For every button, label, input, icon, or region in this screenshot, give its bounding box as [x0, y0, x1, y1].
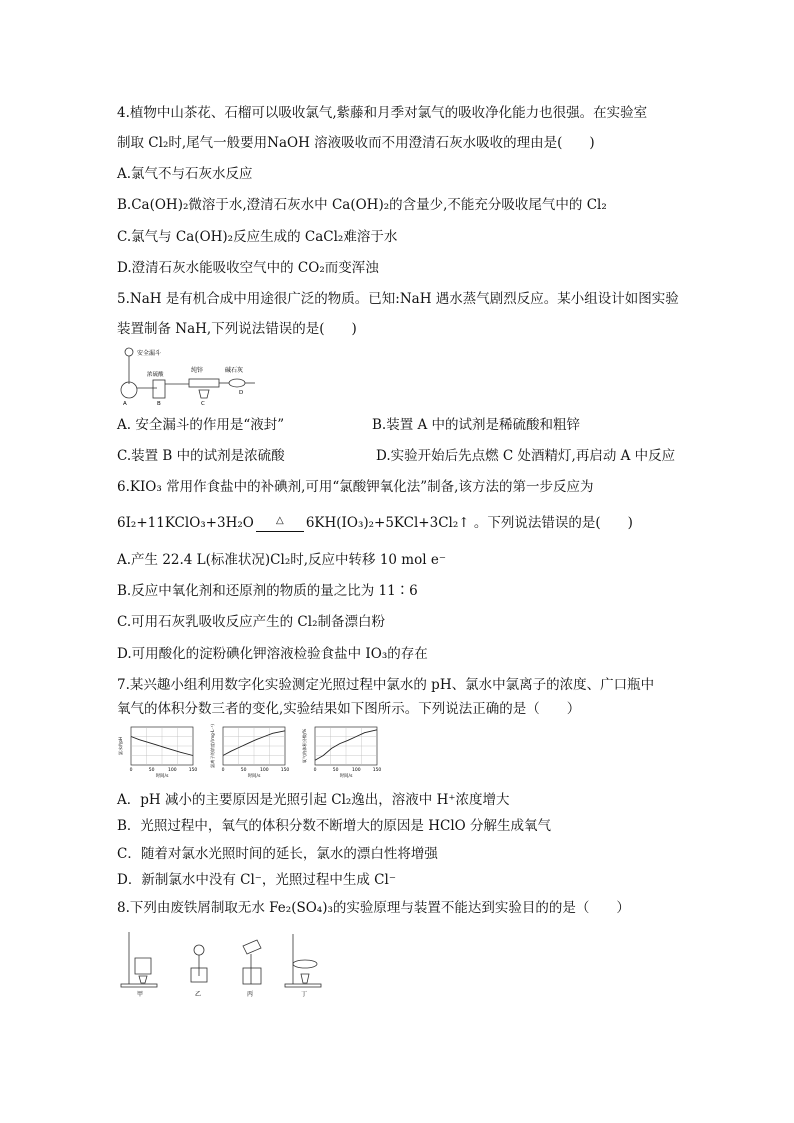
- q5-fig-label-b: B: [157, 401, 161, 406]
- q5-fig-label-a: A: [123, 401, 127, 406]
- q7-stem-line1: 7.某兴趣小组利用数字化实验测定光照过程中氯水的 pH、氯水中氯离子的浓度、广口瓶中: [117, 677, 655, 693]
- q7-chart-ylabel: 氯水的pH: [118, 736, 123, 756]
- q5-fig-label-zinc: 纯锌: [191, 367, 204, 374]
- q4-stem-line2: 制取 Cl₂时,尾气一般要用NaOH 溶液吸收而不用澄清石灰水吸收的理由是( ): [117, 135, 595, 151]
- q6-heat-symbol: △: [275, 515, 284, 526]
- q8-fig-label-jia: 甲: [137, 991, 144, 998]
- q7-chart-xtick: 50: [332, 768, 339, 773]
- q7-chart-xtick: 150: [188, 768, 198, 773]
- q5-stem-line2: 装置制备 NaH,下列说法错误的是( ): [117, 321, 357, 337]
- q5-stem-line1: 5.NaH 是有机合成中用途很广泛的物质。已知:NaH 遇水蒸气剧烈反应。某小组设计如图实验: [117, 291, 679, 307]
- q6-equation-left: 6I₂+11KClO₃+3H₂O: [117, 515, 254, 531]
- q5-option-b: B.装置 A 中的试剂是稀硫酸和粗锌: [372, 417, 581, 433]
- q4-stem-line1: 4.植物中山茶花、石榴可以吸收氯气,紫藤和月季对氯气的吸收净化能力也很强。在实验室: [117, 105, 648, 121]
- q5-fig-label-c: C: [201, 401, 205, 406]
- q6-equation-right: 6KH(IO₃)₂+5KCl+3Cl₂↑ 。下列说法错误的是( ): [305, 515, 633, 531]
- q4-option-c: C.氯气与 Ca(OH)₂反应生成的 CaCl₂难溶于水: [117, 229, 398, 245]
- q7-chart-xtick: 50: [148, 768, 155, 773]
- q6-heat-arrow: [256, 515, 304, 532]
- q5-fig-label-d: D: [239, 390, 244, 396]
- q7-chart-0: [117, 727, 197, 779]
- q7-chart-xtick: 150: [372, 768, 382, 773]
- q5-option-a: A. 安全漏斗的作用是“液封”: [117, 417, 285, 433]
- q5-fig-label-funnel: 安全漏斗: [137, 350, 162, 357]
- q7-chart-xlabel: 时间/s: [339, 774, 353, 779]
- q8-fig-label-ding: 丁: [301, 991, 308, 998]
- q7-charts-svg: [117, 724, 387, 780]
- q7-chart-xtick: 50: [240, 768, 247, 773]
- q7-chart-xtick: 100: [260, 768, 269, 773]
- q6-stem-line1: 6.KIO₃ 常用作食盐中的补碘剂,可用“氯酸钾氧化法”制备,该方法的第一步反应为: [117, 479, 594, 495]
- q7-charts: [117, 724, 387, 780]
- q5-fig-label-lime: 碱石灰: [225, 367, 244, 374]
- q5-option-c: C.装置 B 中的试剂是浓硫酸: [117, 448, 285, 464]
- q7-option-b: B．光照过程中，氧气的体积分数不断增大的原因是 HClO 分解生成氧气: [117, 818, 551, 834]
- q7-chart-ylabel: 氯离子的浓度/(mg·L⁻¹): [210, 724, 215, 769]
- q7-chart-2: [301, 727, 381, 779]
- q8-apparatus-figure: [117, 928, 337, 998]
- q7-option-d: D．新制氯水中没有 Cl⁻，光照过程中生成 Cl⁻: [117, 872, 396, 888]
- q8-fig-label-bing: 丙: [247, 991, 254, 998]
- q4-option-a: A.氯气不与石灰水反应: [117, 166, 253, 182]
- q4-option-b: B.Ca(OH)₂微溶于水,澄清石灰水中 Ca(OH)₂的含量少,不能充分吸收尾气中的 Cl₂: [117, 197, 607, 213]
- q5-option-d: D.实验开始后先点燃 C 处酒精灯,再启动 A 中反应: [376, 448, 676, 464]
- q6-option-a: A.产生 22.4 L(标准状况)Cl₂时,反应中转移 10 mol e⁻: [117, 552, 446, 568]
- q7-chart-ylabel: 氧气的体积分数/%: [302, 728, 307, 764]
- q7-option-c: C．随着对氯水光照时间的延长，氯水的漂白性将增强: [117, 846, 438, 862]
- q8-stem-line1: 8.下列由废铁屑制取无水 Fe₂(SO₄)₃的实验原理与装置不能达到实验目的的是（ ）: [117, 900, 630, 916]
- q7-chart-xtick: 100: [168, 768, 177, 773]
- q7-stem-line2: 氧气的体积分数三者的变化,实验结果如下图所示。下列说法正确的是（ ）: [117, 701, 581, 717]
- q7-chart-1: [209, 724, 289, 779]
- q6-option-c: C.可用石灰乳吸收反应产生的 Cl₂制备漂白粉: [117, 614, 385, 630]
- q6-equation: [117, 514, 633, 532]
- q7-chart-xlabel: 时间/s: [247, 774, 261, 779]
- q8-fig-label-yi: 乙: [195, 991, 202, 998]
- q6-option-d: D.可用酸化的淀粉碘化钾溶液检验食盐中 IO₃的存在: [117, 646, 428, 662]
- q7-chart-xtick: 0: [313, 768, 317, 773]
- q6-option-b: B.反应中氧化剂和还原剂的物质的量之比为 11∶6: [117, 583, 418, 599]
- q7-chart-xtick: 100: [352, 768, 361, 773]
- q7-chart-xtick: 0: [221, 768, 225, 773]
- q4-option-d: D.澄清石灰水能吸收空气中的 CO₂而变浑浊: [117, 260, 379, 276]
- q7-chart-xtick: 150: [280, 768, 290, 773]
- q7-chart-xtick: 0: [129, 768, 133, 773]
- q5-apparatus-figure: [117, 346, 277, 406]
- q5-fig-label-acid: 浓硫酸: [147, 372, 164, 378]
- q7-chart-xlabel: 时间/s: [155, 774, 169, 779]
- q7-option-a: A．pH 减小的主要原因是光照引起 Cl₂逸出，溶液中 H⁺浓度增大: [117, 792, 510, 808]
